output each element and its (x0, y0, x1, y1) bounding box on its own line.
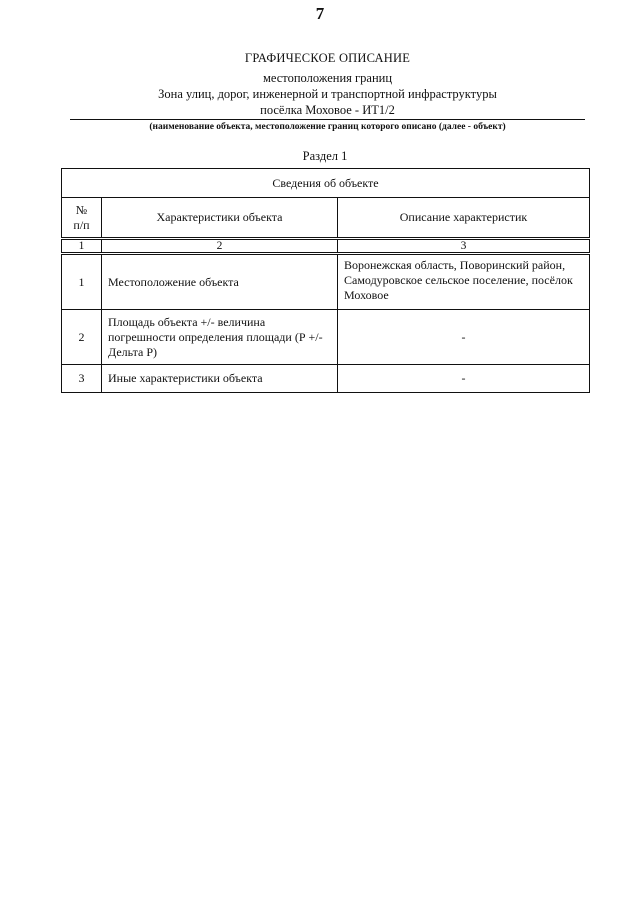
document-title: ГРАФИЧЕСКОЕ ОПИСАНИЕ (244, 51, 411, 65)
object-info-table (61, 168, 590, 393)
document-subtitle-line-1: местоположения границ (262, 71, 393, 85)
column-index-1: 1 (62, 239, 102, 254)
section-title: Раздел 1 (302, 149, 348, 163)
page-number: 7 (315, 4, 325, 23)
object-name-underline (70, 119, 585, 120)
column-index-3: 3 (338, 239, 590, 254)
table-caption: Сведения об объекте (62, 169, 590, 198)
document-subtitle-line-3: посёлка Моховое - ИТ1/2 (260, 103, 395, 117)
row-characteristic: Местоположение объекта (102, 254, 338, 310)
row-description: - (338, 365, 590, 393)
table-row (62, 365, 590, 393)
table-row (62, 310, 590, 365)
row-description: Воронежская область, Поворинский район, Самодуровское сельское поселение, посёлок Моховое (338, 254, 590, 310)
row-description: - (338, 310, 590, 365)
table-row (62, 254, 590, 310)
table-index-row (62, 239, 590, 254)
column-header-number: № п/п (62, 198, 102, 239)
table-header-row (62, 198, 590, 239)
document-header (70, 50, 585, 118)
row-number: 2 (62, 310, 102, 365)
table-caption-row (62, 169, 590, 198)
row-number: 1 (62, 254, 102, 310)
column-index-2: 2 (102, 239, 338, 254)
row-number: 3 (62, 365, 102, 393)
column-header-characteristic: Характеристики объекта (102, 198, 338, 239)
row-characteristic: Иные характеристики объекта (102, 365, 338, 393)
column-header-description: Описание характеристик (338, 198, 590, 239)
document-subtitle-line-2: Зона улиц, дорог, инженерной и транспортной инфраструктуры (158, 87, 497, 101)
row-characteristic: Площадь объекта +/- величина погрешности определения площади (Р +/- Дельта Р) (102, 310, 338, 365)
object-name-caption: (наименование объекта, местоположение границ которого описано (далее - объект) (149, 122, 506, 132)
